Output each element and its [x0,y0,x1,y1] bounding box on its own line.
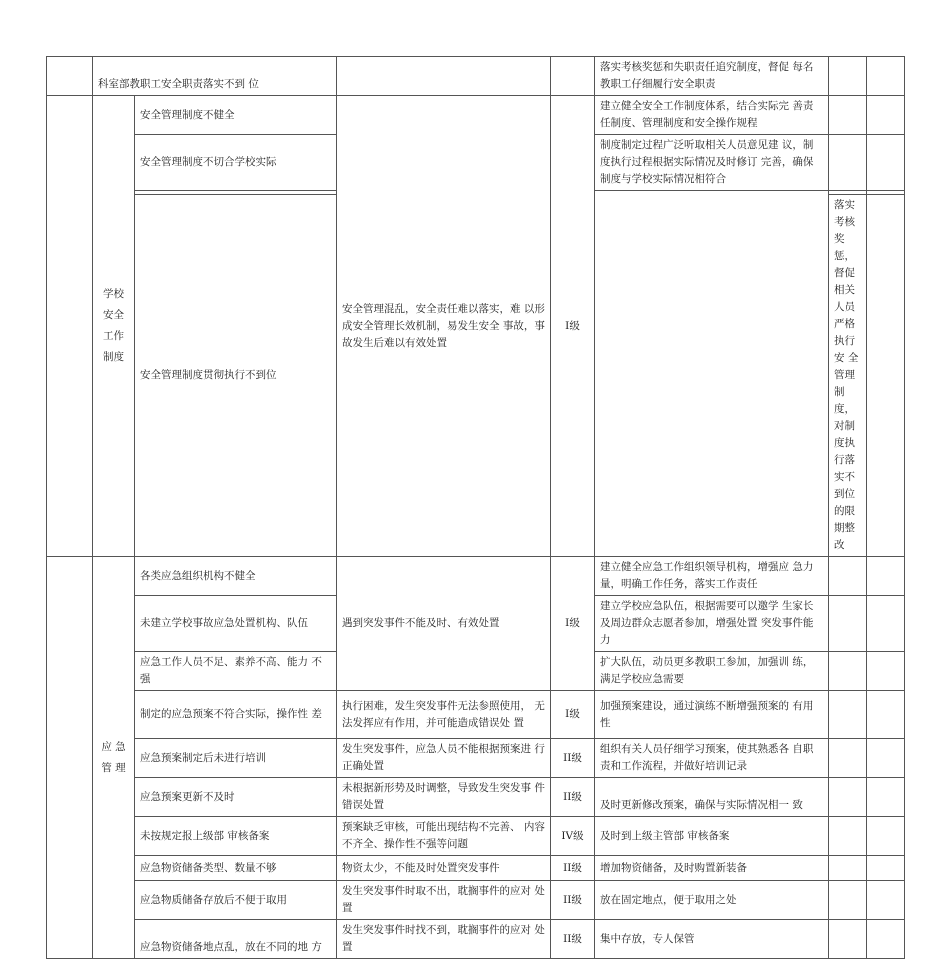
hazard-cell: 科室部教职工安全职责落实不到 位 [93,57,337,96]
blank-cell [867,557,905,596]
blank-cell [829,596,867,652]
blank-cell [337,57,551,96]
measure-cell: 加强预案建设，通过演练不断增强预案的 有用性 [595,691,829,739]
level-cell: II级 [551,739,595,778]
table-row [47,778,905,817]
blank-cell [829,778,867,817]
blank-cell [595,191,829,557]
blank-cell [829,856,867,881]
consequence-cell: 安全管理混乱，安全责任难以落实，难 以形成安全管理长效机制，易发生安全 事故，事故发生后难以有效处置 [337,96,551,557]
blank-cell [867,652,905,691]
blank-cell [829,557,867,596]
level-cell: I级 [551,557,595,691]
blank-cell [867,817,905,856]
blank-cell [867,881,905,920]
measure-cell: 集中存放，专人保管 [595,920,829,959]
measure-cell: 建立健全安全工作制度体系，结合实际完 善责任制度、管理制度和安全操作规程 [595,96,829,135]
level-cell: I级 [551,691,595,739]
blank-cell [867,856,905,881]
hazard-cell: 各类应急组织机构不健全 [135,557,337,596]
blank-cell [829,135,867,191]
level-cell: II级 [551,920,595,959]
blank-cell [867,739,905,778]
level-cell: I级 [551,96,595,557]
measure-cell: 落实考核奖惩和失职责任追究制度，督促 每名教职工仔细履行安全职责 [595,57,829,96]
measure-cell: 及时更新修改预案，确保与实际情况相一 致 [595,778,829,817]
table-row [47,856,905,881]
table-row [47,57,905,96]
blank-cell [829,96,867,135]
consequence-cell: 发生突发事件，应急人员不能根据预案进 行正确处置 [337,739,551,778]
table-row [47,739,905,778]
blank-cell [551,57,595,96]
consequence-cell: 未根据新形势及时调整，导致发生突发事 件错误处置 [337,778,551,817]
level-cell: IV级 [551,817,595,856]
measure-cell: 建立健全应急工作组织领导机构，增强应 急力量，明确工作任务，落实工作责任 [595,557,829,596]
table-row [47,557,905,596]
table-row [47,96,905,135]
blank-cell [829,652,867,691]
blank-cell [867,596,905,652]
hazard-cell: 未按规定报上级部 审核备案 [135,817,337,856]
blank-cell [47,557,93,959]
consequence-cell: 发生突发事件时找不到，耽搁事件的应对 处置 [337,920,551,959]
blank-cell [867,691,905,739]
blank-cell [867,920,905,959]
level-cell: II级 [551,856,595,881]
hazard-cell: 安全管理制度贯彻执行不到位 [135,195,337,557]
blank-cell [867,96,905,135]
measure-cell: 及时到上级主管部 审核备案 [595,817,829,856]
table-row [47,691,905,739]
hazard-cell: 安全管理制度不切合学校实际 [135,135,337,191]
hazard-cell: 应急物资储备类型、数量不够 [135,856,337,881]
measure-cell: 组织有关人员仔细学习预案，使其熟悉各 自职责和工作流程，并做好培训记录 [595,739,829,778]
risk-table-page [46,56,904,959]
consequence-cell: 发生突发事件时取不出，耽搁事件的应对 处置 [337,881,551,920]
consequence-cell: 执行困难，发生突发事件无法参照使用， 无法发挥应有作用，并可能造成错误处 置 [337,691,551,739]
measure-cell: 增加物资储备，及时购置新装备 [595,856,829,881]
hazard-cell: 安全管理制度不健全 [135,96,337,135]
hazard-cell: 应急预案更新不及时 [135,778,337,817]
blank-cell [867,135,905,191]
consequence-cell: 物资太少，不能及时处置突发事件 [337,856,551,881]
hazard-cell: 应急物质储备存放后不便于取用 [135,881,337,920]
consequence-cell: 预案缺乏审核，可能出现结构不完善、 内容不齐全、操作性不强等问题 [337,817,551,856]
table-row [47,881,905,920]
table-row [47,920,905,959]
blank-cell [47,57,93,96]
level-cell: II级 [551,881,595,920]
category-cell: 应 急 管 理 [93,557,135,959]
hazard-cell: 制定的应急预案不符合实际，操作性 差 [135,691,337,739]
blank-cell [829,57,867,96]
consequence-cell: 遇到突发事件不能及时、有效处置 [337,557,551,691]
measure-cell: 扩大队伍，动员更多教职工参加，加强训 练，满足学校应急需要 [595,652,829,691]
category-cell: 学校 安全 工作 制度 [93,96,135,557]
blank-cell [829,691,867,739]
blank-cell [867,778,905,817]
risk-assessment-table [46,56,905,959]
table-row [47,817,905,856]
hazard-cell: 应急物资储备地点乱，放在不同的地 方 [135,920,337,959]
measure-cell: 落实考核奖惩，督促相关人员严格执行安 全管理制度，对制度执行落实不到位的限 期整改 [829,195,867,557]
measure-cell: 放在固定地点，便于取用之处 [595,881,829,920]
blank-cell [867,57,905,96]
measure-cell: 建立学校应急队伍，根据需要可以邀学 生家长及周边群众志愿者参加，增强处置 突发事件能力 [595,596,829,652]
blank-cell [829,817,867,856]
hazard-cell: 应急预案制定后未进行培训 [135,739,337,778]
hazard-cell: 应急工作人员不足、素养不高、能力 不强 [135,652,337,691]
blank-cell [829,920,867,959]
blank-cell [47,96,93,557]
hazard-cell: 未建立学校事故应急处置机构、队伍 [135,596,337,652]
level-cell: II级 [551,778,595,817]
measure-cell: 制度制定过程广泛听取相关人员意见建 议，制度执行过程根据实际情况及时修订 完善，确保制度与学校实际情况相符合 [595,135,829,191]
blank-cell [867,195,905,557]
blank-cell [829,739,867,778]
blank-cell [829,881,867,920]
